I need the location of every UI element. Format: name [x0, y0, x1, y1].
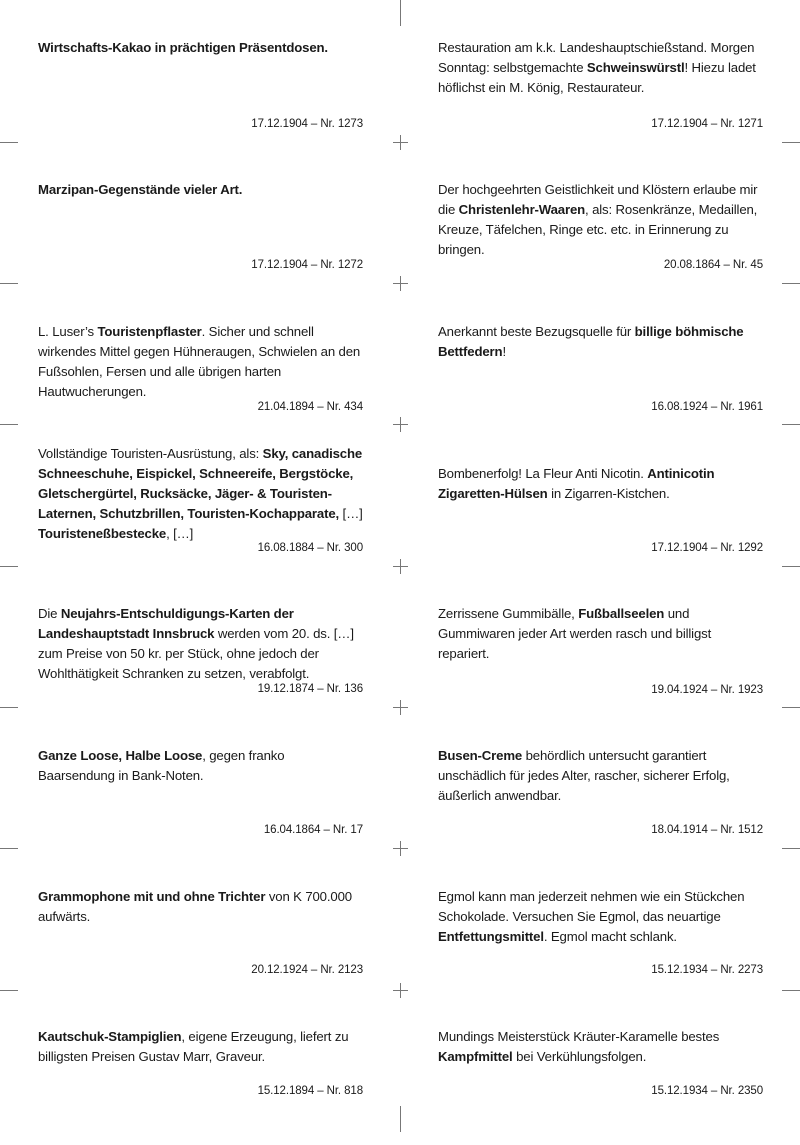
ad-text-run: bei Verkühlungsfolgen.: [512, 1049, 647, 1064]
ad-highlight: Antinicotin Zigaretten-Hülsen: [438, 466, 715, 501]
ad-card: [438, 887, 763, 1005]
ad-card: [38, 1027, 363, 1145]
ad-text-run: Anerkannt beste Bezugsquelle für: [438, 324, 635, 339]
ad-highlight: Ganze Loose, Halbe Loose: [38, 748, 203, 763]
ad-text: [438, 464, 763, 504]
ad-text: [438, 1027, 763, 1067]
ad-reference: 17.12.1904 – Nr. 1271: [651, 118, 763, 130]
ad-text-run: , gegen franko Baarsendung in Bank-Noten.: [38, 748, 285, 783]
crop-cross: [400, 559, 401, 574]
ad-reference: 18.04.1914 – Nr. 1512: [651, 824, 763, 836]
ad-text-run: , als: Rosenkränze, Medaillen, Kreuze, Täfelchen, Ringe etc. etc. in Erinnerung zu bringen.: [438, 202, 758, 257]
crop-mark: [0, 142, 18, 143]
crop-mark: [400, 0, 401, 26]
ad-reference: 19.12.1874 – Nr. 136: [257, 683, 363, 695]
ad-highlight: Busen-Creme: [438, 748, 523, 763]
ad-text: [38, 322, 363, 402]
ad-text-run: Vollständige Touristen-Ausrüstung, als:: [38, 446, 263, 461]
ad-reference: 17.12.1904 – Nr. 1272: [251, 259, 363, 271]
ad-text-run: in Zigarren-Kistchen.: [547, 486, 670, 501]
ad-text-run: L. Luser’s: [38, 324, 98, 339]
ad-reference: 21.04.1894 – Nr. 434: [257, 401, 363, 413]
crop-mark: [0, 707, 18, 708]
ad-highlight: Grammophone mit und ohne Trichter: [38, 889, 266, 904]
ad-reference: 16.08.1884 – Nr. 300: [257, 542, 363, 554]
ad-reference: 15.12.1894 – Nr. 818: [257, 1085, 363, 1097]
ad-highlight: Marzipan-Gegenstände vieler Art.: [38, 182, 243, 197]
crop-mark: [0, 566, 18, 567]
crop-mark: [0, 990, 18, 991]
ad-highlight: Kautschuk-Stampiglien: [38, 1029, 182, 1044]
crop-cross: [400, 417, 401, 432]
ad-highlight: Neujahrs-Entschuldigungs-Karten der Landeshauptstadt Innsbruck: [38, 606, 294, 641]
crop-mark: [0, 283, 18, 284]
ad-reference: 16.04.1864 – Nr. 17: [263, 824, 363, 836]
crop-cross: [400, 700, 401, 715]
ad-card: [438, 38, 763, 156]
ad-highlight: billige böhmische Bettfedern: [438, 324, 744, 359]
ad-reference: 17.12.1904 – Nr. 1292: [651, 542, 763, 554]
ad-highlight: Fußballseelen: [578, 606, 665, 621]
ad-highlight: Wirtschafts-Kakao in prächtigen Präsentdosen.: [38, 40, 328, 55]
ad-text-run: Bombenerfolg! La Fleur Anti Nicotin.: [438, 466, 648, 481]
ad-text: [38, 746, 363, 786]
ad-text-run: , eigene Erzeugung, liefert zu billigsten Preisen Gustav Marr, Graveur.: [38, 1029, 349, 1064]
ad-text-run: Zerrissene Gummibälle,: [438, 606, 579, 621]
ad-text: [438, 322, 763, 362]
ad-highlight: Entfettungsmittel: [438, 929, 544, 944]
ad-text-run: von K 700.000 aufwärts.: [38, 889, 352, 924]
ad-text: [38, 38, 363, 58]
ad-reference: 17.12.1904 – Nr. 1273: [251, 118, 363, 130]
ad-card: [438, 604, 763, 722]
ad-reference: 16.08.1924 – Nr. 1961: [651, 401, 763, 413]
ad-card: [38, 444, 363, 562]
ad-highlight: Touristeneßbestecke: [38, 526, 167, 541]
crop-mark: [400, 1106, 401, 1132]
ad-text-run: Egmol kann man jederzeit nehmen wie ein Stückchen Schokolade. Versuchen Sie Egmol, das neuartige: [438, 889, 745, 924]
ad-highlight: Schweinswürstl: [586, 60, 685, 75]
ad-reference: 15.12.1934 – Nr. 2350: [651, 1085, 763, 1097]
crop-mark: [782, 990, 800, 991]
crop-mark: [782, 424, 800, 425]
crop-mark: [782, 707, 800, 708]
ad-text-run: […]: [339, 506, 363, 521]
ad-text-run: ! Hiezu ladet höflichst ein M. König, Restaurateur.: [438, 60, 756, 95]
crop-mark: [782, 566, 800, 567]
ad-highlight: Christenlehr-Waaren: [458, 202, 586, 217]
ad-card: [38, 180, 363, 298]
crop-mark: [782, 283, 800, 284]
ad-card: [38, 746, 363, 864]
ad-text: [38, 180, 363, 200]
ad-text: [38, 887, 363, 927]
ad-card: [438, 180, 763, 298]
ad-card: [438, 444, 763, 562]
crop-mark: [782, 142, 800, 143]
ad-text: [438, 180, 763, 260]
ad-text: [438, 38, 763, 98]
ad-card: [438, 746, 763, 864]
ad-text-run: !: [502, 344, 506, 359]
ad-text-run: und Gummiwaren jeder Art werden rasch und billigst repariert.: [438, 606, 712, 661]
ad-text-run: Restauration am k.k. Landeshauptschießstand. Morgen Sonntag: selbstgemachte: [438, 40, 755, 75]
ad-text-run: , […]: [166, 526, 194, 541]
ad-text-run: Der hochgeehrten Geistlichkeit und Klöstern erlaube mir die: [438, 182, 758, 217]
ad-reference: 20.12.1924 – Nr. 2123: [251, 964, 363, 976]
ad-text: [438, 604, 763, 664]
ad-reference: 20.08.1864 – Nr. 45: [663, 259, 763, 271]
ad-highlight: Touristenpflaster: [97, 324, 202, 339]
ad-text-run: behördlich untersucht garantiert unschädlich für jedes Alter, rascher, sicherer Erfolg, äußerlich anwendbar.: [438, 748, 730, 803]
ad-highlight: Kampfmittel: [438, 1049, 513, 1064]
crop-cross: [400, 983, 401, 998]
ad-card: [38, 887, 363, 1005]
ad-text: [438, 887, 763, 947]
ad-card: [38, 604, 363, 722]
crop-mark: [782, 848, 800, 849]
ad-text-run: werden vom 20. ds. […] zum Preise von 50 kr. per Stück, ohne jedoch der Wohlthätigkeit Schranken zu setzen, verabfolgt.: [38, 626, 354, 681]
ad-text-run: . Sicher und schnell wirkendes Mittel gegen Hühneraugen, Schwielen an den Fußsohlen, Fersen und alle übrigen harten Hautwucherungen.: [38, 324, 361, 399]
ad-text: [38, 1027, 363, 1067]
ad-card: [438, 322, 763, 440]
ad-text-run: . Egmol macht schlank.: [543, 929, 677, 944]
ad-card: [438, 1027, 763, 1145]
crop-mark: [0, 848, 18, 849]
ad-reference: 15.12.1934 – Nr. 2273: [651, 964, 763, 976]
ad-reference: 19.04.1924 – Nr. 1923: [651, 684, 763, 696]
ad-text: [38, 604, 363, 684]
crop-cross: [400, 841, 401, 856]
ad-highlight: Sky, canadische Schneeschuhe, Eispickel, Schneereife, Bergstöcke, Gletschergürtel, Rucksäcke, Jäger- & Touristen-Laternen, Schutzbrillen, Touristen-Kochapparate,: [38, 446, 363, 521]
ad-text: [38, 444, 363, 544]
ad-text: [438, 746, 763, 806]
crop-cross: [400, 276, 401, 291]
crop-cross: [400, 135, 401, 150]
ad-card: [38, 38, 363, 156]
ad-text-run: Mundings Meisterstück Kräuter-Karamelle bestes: [438, 1029, 720, 1044]
crop-mark: [0, 424, 18, 425]
ad-text-run: Die: [38, 606, 61, 621]
ad-card: [38, 322, 363, 440]
